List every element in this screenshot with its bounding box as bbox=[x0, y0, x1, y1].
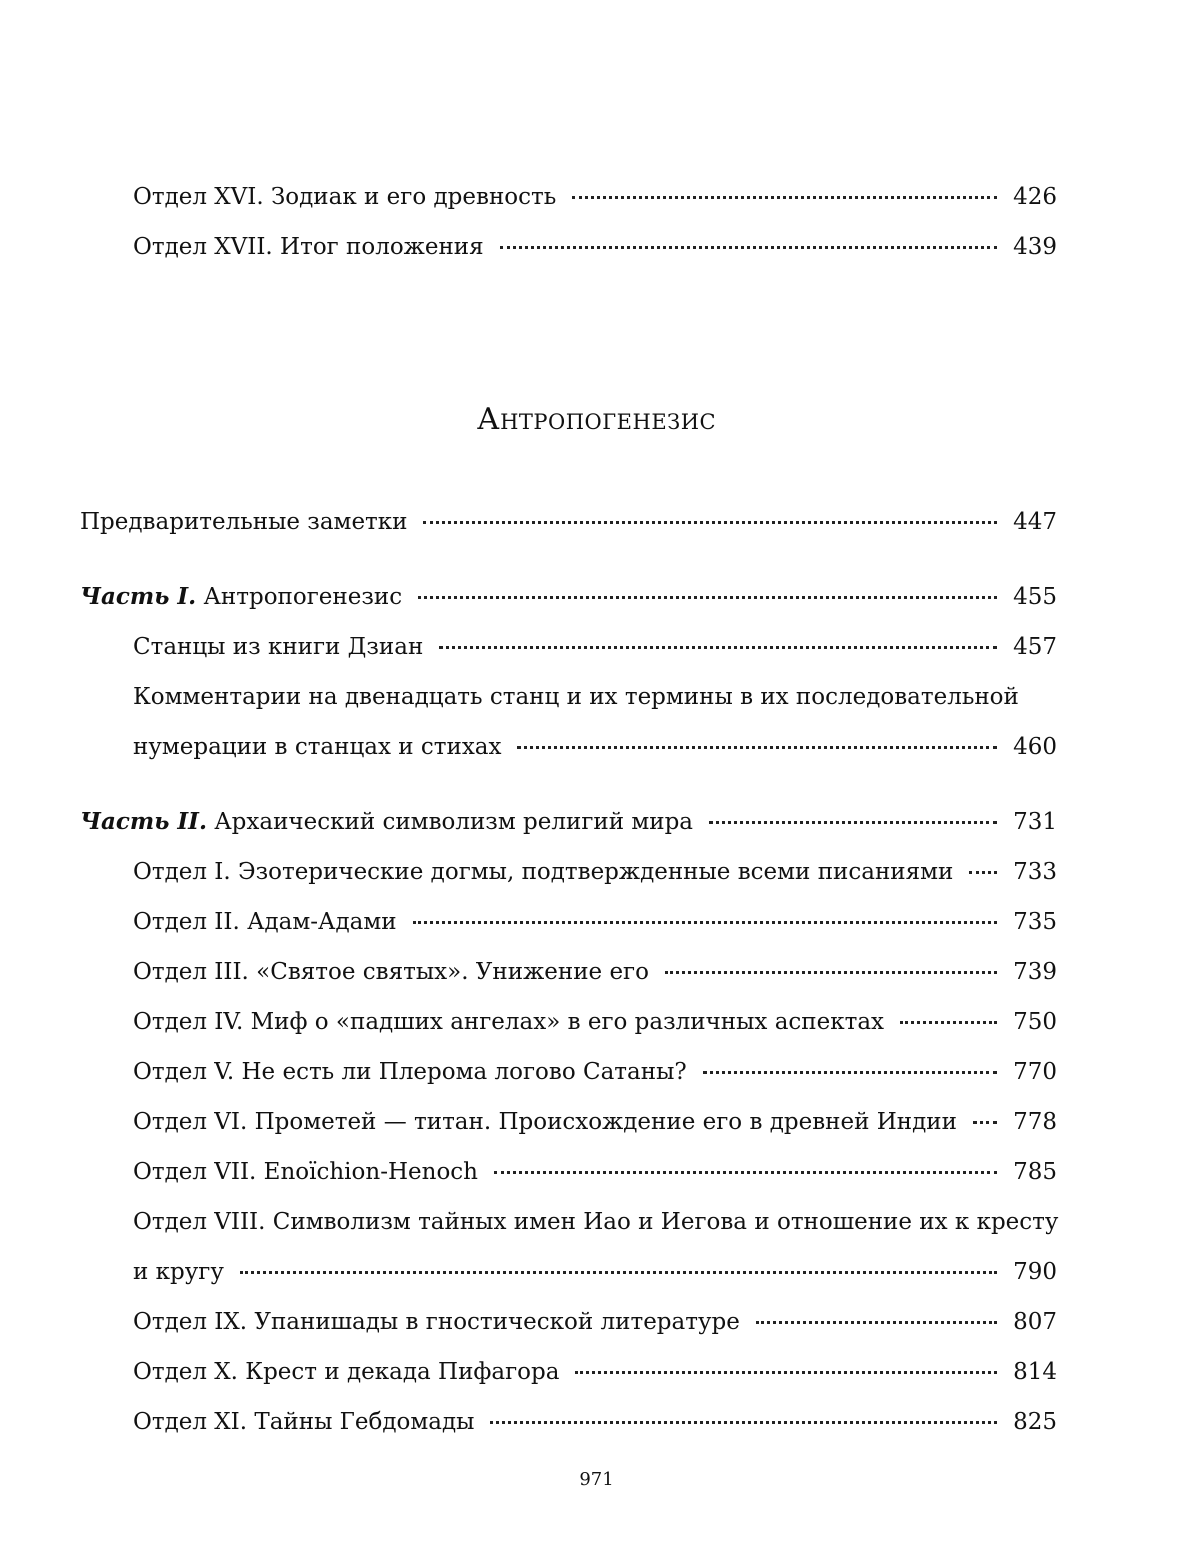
toc-entry bbox=[133, 182, 1057, 212]
part-label: Часть II. bbox=[80, 808, 207, 835]
leader-dots bbox=[439, 646, 997, 649]
toc-entry-page: 785 bbox=[1013, 1159, 1057, 1185]
leader-dots bbox=[423, 521, 997, 524]
toc-entry bbox=[133, 1257, 1057, 1287]
toc-entry-page: 825 bbox=[1013, 1409, 1057, 1435]
leader-dots bbox=[703, 1071, 997, 1074]
part-label: Часть I. bbox=[80, 583, 197, 610]
toc-entry-page: 439 bbox=[1013, 234, 1057, 260]
toc-entry bbox=[133, 1157, 1057, 1187]
leader-dots bbox=[517, 746, 997, 749]
leader-dots bbox=[500, 246, 997, 249]
leader-dots bbox=[418, 596, 997, 599]
toc-entry-page: 735 bbox=[1013, 909, 1057, 935]
toc-entry bbox=[133, 1307, 1057, 1337]
toc-entry-title: Отдел I. Эзотерические догмы, подтвержденные всеми писаниями bbox=[133, 859, 954, 885]
leader-dots bbox=[973, 1121, 997, 1124]
toc-entry-title: Отдел XVII. Итог положения bbox=[133, 234, 484, 260]
part-title: Антропогенезис bbox=[203, 584, 403, 610]
toc-entry-title: Комментарии на двенадцать станц и их термины в их последовательной bbox=[133, 684, 1019, 710]
toc-entry-page: 750 bbox=[1013, 1009, 1057, 1035]
toc-entry-page: 790 bbox=[1013, 1259, 1057, 1285]
toc-entry-title: Отдел X. Крест и декада Пифагора bbox=[133, 1359, 560, 1385]
toc-entry-page: 733 bbox=[1013, 859, 1057, 885]
toc-part-1 bbox=[80, 582, 1057, 612]
leader-dots bbox=[969, 871, 997, 874]
toc-entry-page: 426 bbox=[1013, 184, 1057, 210]
leader-dots bbox=[490, 1421, 997, 1424]
toc-entry-title: Отдел III. «Святое святых». Унижение его bbox=[133, 959, 649, 985]
toc-part-heading bbox=[80, 582, 402, 612]
section-heading: Антропогенезис bbox=[476, 402, 717, 437]
toc-entry bbox=[133, 1057, 1057, 1087]
toc-entry-page: 770 bbox=[1013, 1059, 1057, 1085]
toc-entry-title: Станцы из книги Дзиан bbox=[133, 634, 424, 660]
leader-dots bbox=[709, 821, 997, 824]
toc-entry bbox=[133, 1407, 1057, 1437]
toc-entry bbox=[133, 232, 1057, 262]
toc-entry-title: Отдел VI. Прометей — титан. Происхождение его в древней Индии bbox=[133, 1109, 957, 1135]
toc-entry bbox=[133, 1007, 1057, 1037]
toc-entry-line1 bbox=[133, 682, 1057, 712]
toc-entry-page: 739 bbox=[1013, 959, 1057, 985]
toc-part-heading bbox=[80, 807, 693, 837]
toc-entry-page: 778 bbox=[1013, 1109, 1057, 1135]
toc-entry bbox=[133, 907, 1057, 937]
toc-entry-title: Отдел IX. Упанишады в гностической литературе bbox=[133, 1309, 740, 1335]
toc-entry-title: Отдел XVI. Зодиак и его древность bbox=[133, 184, 557, 210]
toc-entry-title-cont: нумерации в станцах и стихах bbox=[133, 734, 502, 760]
toc-entry-title: Предварительные заметки bbox=[80, 509, 408, 535]
toc-entry-title: Отдел II. Адам-Адами bbox=[133, 909, 397, 935]
toc-entry-page: 447 bbox=[1013, 509, 1057, 535]
page-number: 971 bbox=[579, 1469, 614, 1490]
toc-entry bbox=[133, 632, 1057, 662]
toc-entry-title: Отдел XI. Тайны Гебдомады bbox=[133, 1409, 475, 1435]
toc-entry-prelim bbox=[80, 507, 1057, 537]
toc-entry-title: Отдел V. Не есть ли Плерома логово Сатаны? bbox=[133, 1059, 687, 1085]
toc-entry-page: 807 bbox=[1013, 1309, 1057, 1335]
toc-entry-title-cont: и кругу bbox=[133, 1259, 224, 1285]
toc-entry bbox=[133, 1107, 1057, 1137]
toc-entry bbox=[133, 957, 1057, 987]
leader-dots bbox=[756, 1321, 997, 1324]
toc-entry bbox=[133, 1357, 1057, 1387]
leader-dots bbox=[494, 1171, 997, 1174]
leader-dots bbox=[575, 1371, 997, 1374]
toc-entry bbox=[133, 732, 1057, 762]
toc-entry-page: 731 bbox=[1013, 809, 1057, 835]
part-title: Архаический символизм религий мира bbox=[214, 809, 693, 835]
toc-entry-page: 814 bbox=[1013, 1359, 1057, 1385]
leader-dots bbox=[240, 1271, 997, 1274]
leader-dots bbox=[665, 971, 997, 974]
toc-entry-title: Отдел IV. Миф о «падших ангелах» в его различных аспектах bbox=[133, 1009, 885, 1035]
toc-entry-title: Отдел VII. Enoïchion-Henoch bbox=[133, 1159, 478, 1185]
leader-dots bbox=[900, 1021, 997, 1024]
toc-entry-title: Отдел VIII. Символизм тайных имен Иао и Иегова и отношение их к кресту bbox=[133, 1209, 1059, 1235]
leader-dots bbox=[413, 921, 998, 924]
toc-entry-page: 457 bbox=[1013, 634, 1057, 660]
toc-part-2 bbox=[80, 807, 1057, 837]
toc-entry-page: 460 bbox=[1013, 734, 1057, 760]
leader-dots bbox=[572, 196, 997, 199]
toc-entry-line1 bbox=[133, 1207, 1057, 1237]
toc-entry-page: 455 bbox=[1013, 584, 1057, 610]
toc-entry bbox=[133, 857, 1057, 887]
